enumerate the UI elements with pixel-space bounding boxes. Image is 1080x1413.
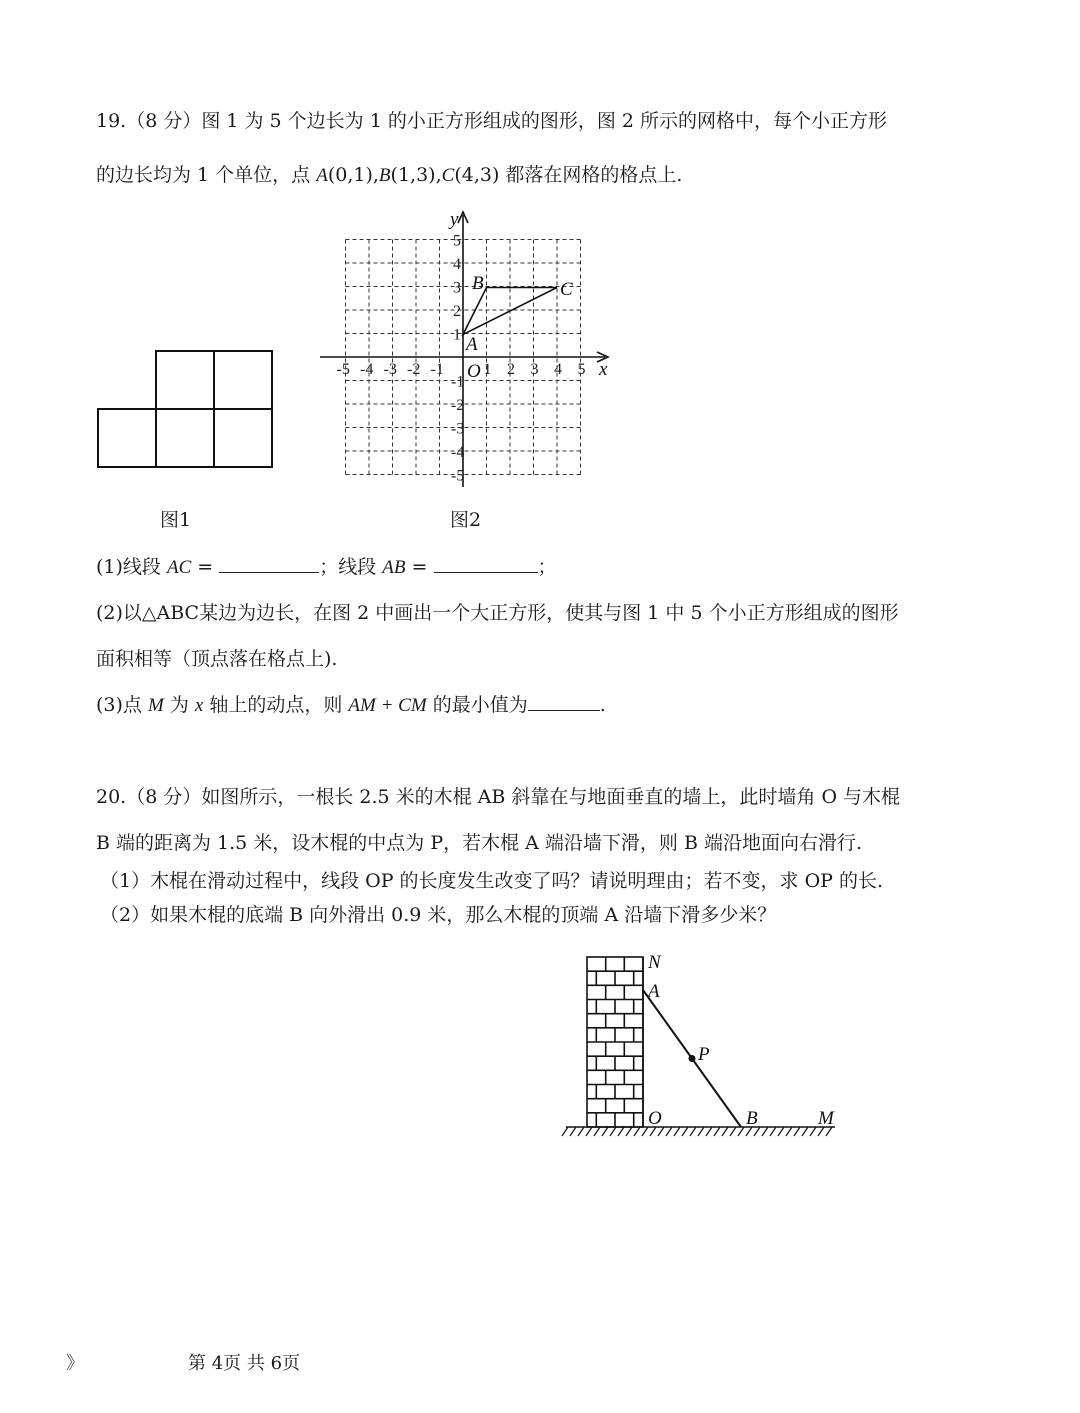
grid-point-b: B [472, 273, 484, 294]
ground-hatch-mark [786, 1127, 792, 1136]
q19-line1: 19.（8 分）图 1 为 5 个边长为 1 的小正方形组成的图形，图 2 所示的网格中，每个小正方形 [96, 110, 888, 132]
ground-hatch-mark [794, 1127, 800, 1136]
q20-line1: 20.（8 分）如图所示，一根长 2.5 米的木棍 AB 斜靠在与地面垂直的墙上，此时墙角 O 与木棍 [96, 786, 901, 808]
fig1-square-top-2 [214, 351, 272, 409]
coord-b: (1,3), [390, 164, 442, 186]
ground-hatch-mark [666, 1127, 672, 1136]
fig1-square-bottom-3 [214, 409, 272, 467]
y-tick-label: -2 [451, 397, 465, 414]
y-axis-label: y [450, 209, 459, 230]
part3-pre: (3)点 [96, 694, 148, 716]
answer-blank-ab[interactable] [434, 553, 538, 573]
point-c-label: C [441, 165, 455, 186]
figure-1 [96, 350, 276, 470]
y-tick-label: -4 [451, 444, 465, 461]
q19-part3 [96, 690, 606, 717]
q19-line2-pre: 的边长均为 1 个单位，点 [96, 164, 317, 186]
ground-hatch-mark [770, 1127, 776, 1136]
grid-point-c: C [560, 279, 573, 300]
point-m-label: M [147, 695, 164, 716]
x-tick-label: -5 [336, 361, 350, 378]
footer-mark: 》 [66, 1353, 84, 1374]
x-tick-label: 4 [554, 361, 562, 378]
ladder-figure [560, 950, 850, 1150]
y-tick-label: -1 [451, 373, 465, 391]
point-b-label: B [378, 165, 391, 186]
ground-hatch-mark [594, 1127, 600, 1136]
ground-hatch-mark [610, 1127, 616, 1136]
y-tick-label: 5 [453, 232, 461, 250]
q20-sub1: （1）木棍在滑动过程中，线段 OP 的长度发生改变了吗？请说明理由；若不变，求 OP 的长. [100, 870, 884, 892]
grid-point-a: A [466, 334, 478, 355]
q19-part2-line2: 面积相等（顶点落在格点上). [96, 648, 338, 670]
ground-hatch-mark [578, 1127, 584, 1136]
q19-part1 [96, 552, 557, 579]
part1-eq-ab: = [405, 556, 434, 578]
part3-end: 的最小值为 [426, 694, 528, 716]
y-tick-label: 1 [453, 326, 461, 344]
ground-hatch-mark [698, 1127, 704, 1136]
origin-label: O [467, 361, 481, 382]
part1-mid: ；线段 [319, 556, 383, 578]
ground-hatch-mark [682, 1127, 688, 1136]
y-tick-label: 2 [453, 303, 461, 320]
y-tick-label: -3 [451, 420, 465, 438]
x-tick-label: 3 [530, 361, 539, 378]
ground-hatch-mark [602, 1127, 608, 1136]
ground-hatch-mark [714, 1127, 720, 1136]
x-tick-label: -2 [407, 361, 421, 378]
ground-hatch-mark [778, 1127, 784, 1136]
x-label: x [194, 695, 204, 716]
x-tick-label: -4 [360, 361, 374, 378]
ground-hatch-mark [802, 1127, 808, 1136]
part3-dot: . [599, 694, 606, 716]
x-tick-label: -1 [430, 361, 444, 378]
fig1-square-bottom-2 [156, 409, 214, 467]
y-tick-label: 4 [453, 256, 461, 273]
ground-hatch-mark [690, 1127, 696, 1136]
answer-blank-ac[interactable] [219, 553, 319, 573]
q20-line2: B 端的距离为 1.5 米，设木棍的中点为 P，若木棍 A 端沿墙下滑，则 B 端沿地面向右滑行. [96, 832, 863, 854]
label-b: B [746, 1108, 758, 1129]
ground-hatch-mark [810, 1127, 816, 1136]
part1-eq-ac: = [191, 556, 220, 578]
fig1-caption: 图1 [160, 509, 192, 531]
label-p: P [698, 1044, 710, 1065]
x-axis-label: x [599, 359, 608, 380]
label-m: M [818, 1108, 834, 1129]
ground-hatch-mark [634, 1127, 640, 1136]
y-tick-label: -5 [451, 467, 465, 485]
ground-hatch-mark [762, 1127, 768, 1136]
fig2-caption: 图2 [450, 509, 482, 531]
x-tick-label: 2 [507, 361, 515, 378]
x-tick-label: -3 [383, 361, 397, 378]
part1-end: ； [537, 556, 557, 578]
ground-hatch-mark [562, 1127, 568, 1136]
q19-line2 [96, 160, 682, 187]
x-tick-label: 1 [483, 361, 492, 378]
ground-hatch-mark [738, 1127, 744, 1136]
fig1-square-bottom-1 [98, 409, 156, 467]
label-n: N [648, 952, 661, 973]
ground-hatch-mark [706, 1127, 712, 1136]
figure-2-grid [315, 205, 615, 495]
part1-pre: (1)线段 [96, 556, 167, 578]
coord-c: (4,3) [454, 164, 500, 186]
fig1-square-top-1 [156, 351, 214, 409]
ground-hatch-mark [618, 1127, 624, 1136]
answer-blank-min[interactable] [528, 691, 600, 711]
page-number: 第 4页 共 6页 [188, 1353, 301, 1374]
x-tick-label: 5 [577, 361, 586, 378]
point-a-label: A [316, 165, 328, 186]
q19-part2-line1: (2)以△ABC某边为边长，在图 2 中画出一个大正方形，使其与图 1 中 5 个小正方形组成的图形 [96, 602, 899, 624]
ground-hatch-mark [586, 1127, 592, 1136]
q20-sub2: （2）如果木棍的底端 B 向外滑出 0.9 米，那么木棍的顶端 A 沿墙下滑多少米？ [100, 904, 777, 926]
y-tick-label: 3 [453, 279, 461, 297]
sum-expression: AM + CM [348, 695, 427, 716]
label-o: O [648, 1108, 662, 1129]
segment-ab-label: AB [382, 557, 406, 578]
ground-hatch-mark [722, 1127, 728, 1136]
coord-a: (0,1), [327, 164, 379, 186]
part3-mid: 为 [163, 694, 195, 716]
midpoint-p [689, 1055, 696, 1062]
segment-ac-label: AC [166, 557, 192, 578]
part3-mid2: 轴上的动点，则 [203, 694, 349, 716]
ground-hatch-mark [674, 1127, 680, 1136]
q19-line2-post: 都落在网格的格点上. [499, 164, 683, 186]
ground-hatch-mark [570, 1127, 576, 1136]
ground-hatch-mark [626, 1127, 632, 1136]
ground-hatch-mark [730, 1127, 736, 1136]
label-a: A [648, 981, 660, 1002]
